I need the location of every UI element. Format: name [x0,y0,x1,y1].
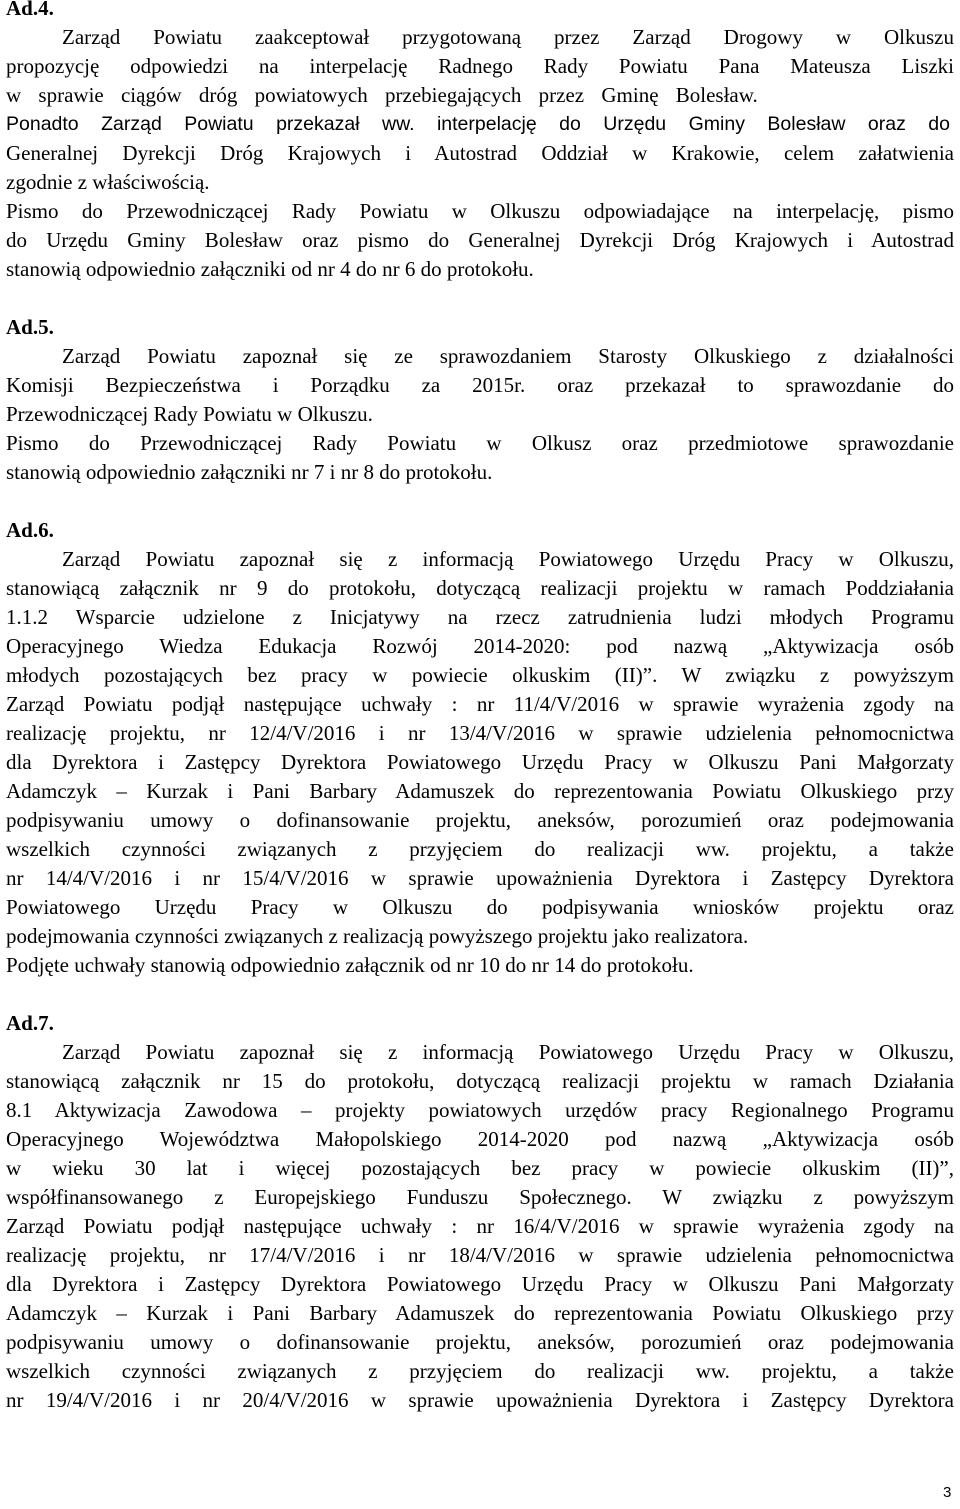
text-line: Adamczyk – Kurzak i Pani Barbary Adamuszek do reprezentowania Powiatu Olkuskiego przy [6,779,954,803]
text-line: w sprawie ciągów dróg powiatowych przebiegających przez Gminę Bolesław. [6,83,758,107]
text-line: Podjęte uchwały stanowią odpowiednio załącznik od nr 10 do nr 14 do protokołu. [6,953,694,977]
text-line: Pismo do Przewodniczącej Rady Powiatu w Olkuszu odpowiadające na interpelację, pismo [6,199,954,223]
text-line: Operacyjnego Województwa Małopolskiego 2014-2020 pod nazwą „Aktywizacja osób [6,1127,954,1151]
text-line: podejmowania czynności związanych z realizacją powyższego projektu jako realizatora. [6,924,749,948]
text-line: wszelkich czynności związanych z przyjęciem do realizacji ww. projektu, a także [6,837,954,861]
section-heading-ad5: Ad.5. [6,315,54,339]
text-line: wszelkich czynności związanych z przyjęciem do realizacji ww. projektu, a także [6,1359,954,1383]
text-line: Przewodniczącej Rady Powiatu w Olkuszu. [6,402,373,426]
text-line: podpisywaniu umowy o dofinansowanie projektu, aneksów, porozumień oraz podejmowania [6,1330,954,1354]
page-number: 3 [943,1484,952,1501]
text-line: dla Dyrektora i Zastępcy Dyrektora Powiatowego Urzędu Pracy w Olkuszu Pani Małgorzaty [6,1272,954,1296]
text-line: propozycję odpowiedzi na interpelację Radnego Rady Powiatu Pana Mateusza Liszki [6,54,954,78]
text-line: 1.1.2 Wsparcie udzielone z Inicjatywy na rzecz zatrudnienia ludzi młodych Programu [6,605,954,629]
text-line: Generalnej Dyrekcji Dróg Krajowych i Autostrad Oddział w Krakowie, celem załatwienia [6,141,954,165]
text-line: Powiatowego Urzędu Pracy w Olkuszu do podpisywania wniosków projektu oraz [6,895,954,919]
text-line: zgodnie z właściwością. [6,170,210,194]
text-line: młodych pozostających bez pracy w powiecie olkuskim (II)”. W związku z powyższym [6,663,954,687]
text-line: realizację projektu, nr 17/4/V/2016 i nr 18/4/V/2016 w sprawie udzielenia pełnomocnictwa [6,1243,954,1267]
text-line: nr 19/4/V/2016 i nr 20/4/V/2016 w sprawie upoważnienia Dyrektora i Zastępcy Dyrektora [6,1388,954,1412]
text-line: Zarząd Powiatu zapoznał się ze sprawozdaniem Starosty Olkuskiego z działalności [62,344,954,368]
text-line: podpisywaniu umowy o dofinansowanie projektu, aneksów, porozumień oraz podejmowania [6,808,954,832]
text-line: współfinansowanego z Europejskiego Funduszu Społecznego. W związku z powyższym [6,1185,954,1209]
text-line: realizację projektu, nr 12/4/V/2016 i nr 13/4/V/2016 w sprawie udzielenia pełnomocnictwa [6,721,954,745]
section-heading-ad6: Ad.6. [6,518,54,542]
text-line: stanowią odpowiednio załączniki od nr 4 do nr 6 do protokołu. [6,257,534,281]
section-heading-ad7: Ad.7. [6,1011,54,1035]
text-line: stanowiącą załącznik nr 9 do protokołu, dotyczącą realizacji projektu w ramach Poddziałania [6,576,954,600]
text-line: Operacyjnego Wiedza Edukacja Rozwój 2014-2020: pod nazwą „Aktywizacja osób [6,634,954,658]
text-line: Zarząd Powiatu zapoznał się z informacją Powiatowego Urzędu Pracy w Olkuszu, [62,1040,954,1064]
text-line: 8.1 Aktywizacja Zawodowa – projekty powiatowych urzędów pracy Regionalnego Programu [6,1098,954,1122]
text-line: Pismo do Przewodniczącej Rady Powiatu w Olkusz oraz przedmiotowe sprawozdanie [6,431,954,455]
text-line: w wieku 30 lat i więcej pozostających bez pracy w powiecie olkuskim (II)”, [6,1156,954,1180]
text-line: stanowiącą załącznik nr 15 do protokołu, dotyczącą realizacji projektu w ramach Działania [6,1069,954,1093]
section-heading-ad4: Ad.4. [6,0,54,20]
text-line: Zarząd Powiatu zapoznał się z informacją Powiatowego Urzędu Pracy w Olkuszu, [62,547,954,571]
text-line: Ponadto Zarząd Powiatu przekazał ww. interpelację do Urzędu Gminy Bolesław oraz do [6,113,950,135]
text-line: dla Dyrektora i Zastępcy Dyrektora Powiatowego Urzędu Pracy w Olkuszu Pani Małgorzaty [6,750,954,774]
text-line: nr 14/4/V/2016 i nr 15/4/V/2016 w sprawie upoważnienia Dyrektora i Zastępcy Dyrektora [6,866,954,890]
text-line: Zarząd Powiatu podjął następujące uchwały : nr 11/4/V/2016 w sprawie wyrażenia zgody na [6,692,954,716]
text-line: Adamczyk – Kurzak i Pani Barbary Adamuszek do reprezentowania Powiatu Olkuskiego przy [6,1301,954,1325]
text-line: Zarząd Powiatu podjął następujące uchwały : nr 16/4/V/2016 w sprawie wyrażenia zgody na [6,1214,954,1238]
text-line: stanowią odpowiednio załączniki nr 7 i nr 8 do protokołu. [6,460,493,484]
text-line: do Urzędu Gminy Bolesław oraz pismo do Generalnej Dyrekcji Dróg Krajowych i Autostrad [6,228,954,252]
text-line: Zarząd Powiatu zaakceptował przygotowaną przez Zarząd Drogowy w Olkuszu [62,25,954,49]
text-line: Komisji Bezpieczeństwa i Porządku za 2015r. oraz przekazał to sprawozdanie do [6,373,954,397]
